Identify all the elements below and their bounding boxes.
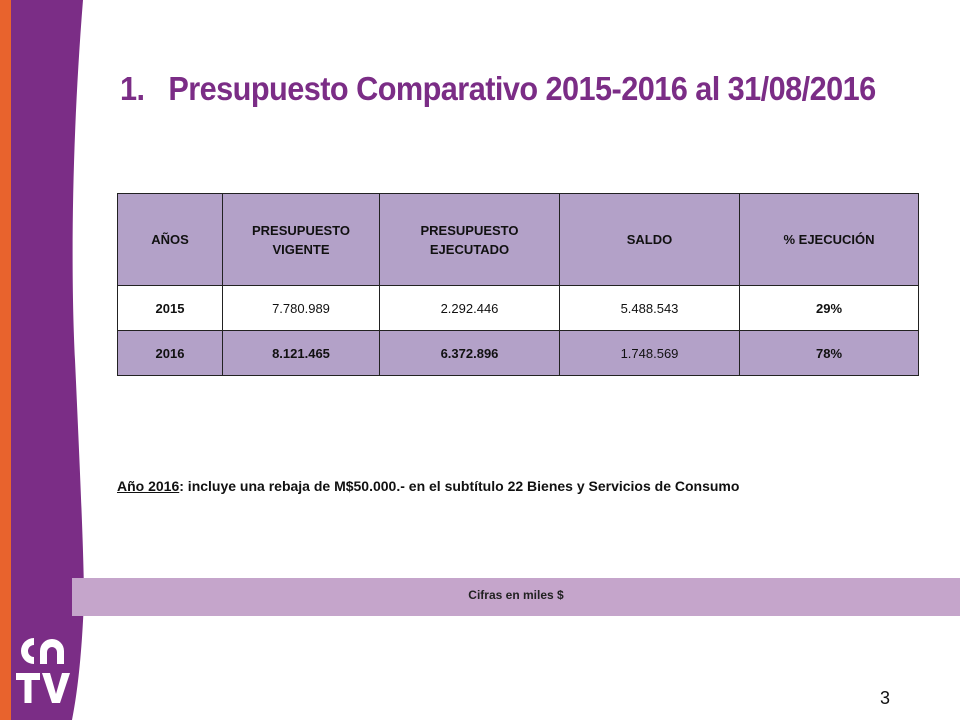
header-presupuesto-ejecutado: PRESUPUESTO EJECUTADO [380, 194, 560, 286]
cell-saldo: 5.488.543 [560, 286, 740, 331]
page-title [120, 70, 876, 108]
cell-year: 2015 [118, 286, 223, 331]
header-saldo: SALDO [560, 194, 740, 286]
table-header-row [118, 194, 919, 286]
note-body: : incluye una rebaja de M$50.000.- en el subtítulo 22 Bienes y Servicios de Consumo [179, 478, 740, 494]
cell-year: 2016 [118, 331, 223, 376]
footer-caption: Cifras en miles $ [468, 588, 564, 602]
cell-saldo: 1.748.569 [560, 331, 740, 376]
table-row [118, 286, 919, 331]
cell-ejecucion: 29% [740, 286, 919, 331]
header-presupuesto-vigente: PRESUPUESTO VIGENTE [223, 194, 380, 286]
header-ejecucion: % EJECUCIÓN [740, 194, 919, 286]
footer-band [72, 578, 960, 616]
table-row [118, 331, 919, 376]
cell-vigente: 7.780.989 [223, 286, 380, 331]
note-label: Año 2016 [117, 478, 180, 494]
cntv-logo [14, 632, 76, 706]
header-years: AÑOS [118, 194, 223, 286]
page-number: 3 [880, 688, 891, 708]
cell-vigente: 8.121.465 [223, 331, 380, 376]
budget-table [117, 193, 919, 376]
title-text: Presupuesto Comparativo 2015-2016 al 31/08/2016 [168, 70, 876, 107]
title-number: 1. [120, 70, 145, 107]
cell-ejecucion: 78% [740, 331, 919, 376]
note-text [117, 478, 739, 494]
cell-ejecutado: 6.372.896 [380, 331, 560, 376]
cell-ejecutado: 2.292.446 [380, 286, 560, 331]
